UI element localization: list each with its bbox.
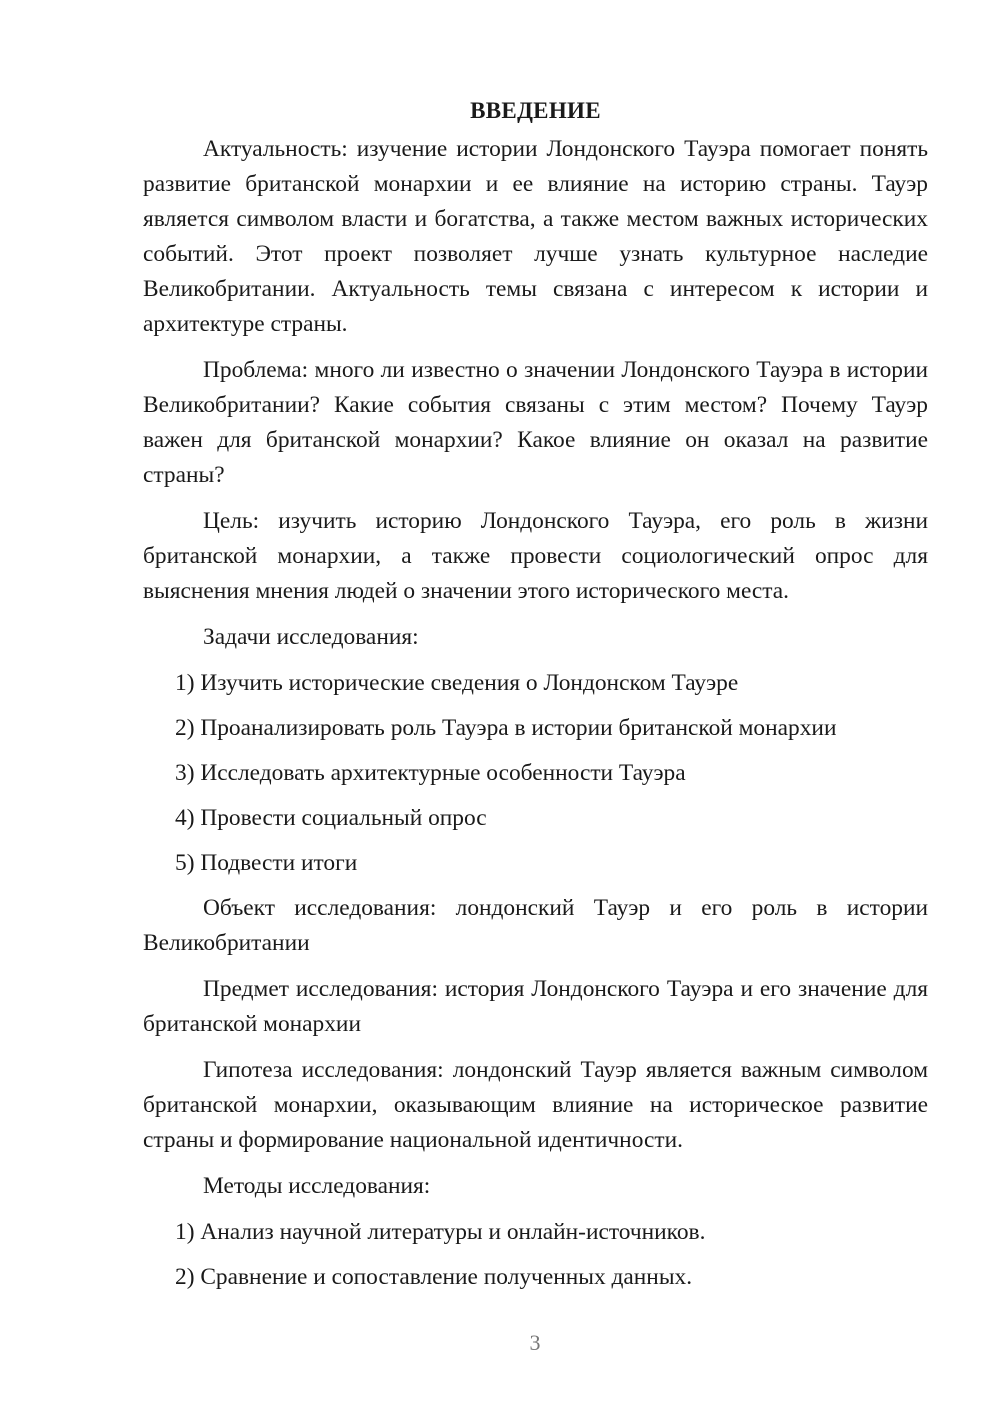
- tasks-label: Задачи исследования:: [203, 624, 419, 650]
- method-item: 2) Сравнение и сопоставление полученных данных.: [175, 1264, 693, 1290]
- method-item: 1) Анализ научной литературы и онлайн-источников.: [175, 1219, 706, 1245]
- task-item: 1) Изучить исторические сведения о Лондонском Тауэре: [175, 670, 739, 696]
- subject-paragraph: Предмет исследования: история Лондонского Тауэра и его значение для британской монархии: [143, 976, 928, 1037]
- task-item: 5) Подвести итоги: [175, 850, 358, 876]
- hypothesis-paragraph: Гипотеза исследования: лондонский Тауэр является важным символом британской монархии, оказывающим влияние на историческое развитие страны и формирование национальной идентичности.: [143, 1057, 928, 1153]
- page-content: [143, 93, 928, 1305]
- task-item: 2) Проанализировать роль Тауэра в истории британской монархии: [175, 715, 837, 741]
- methods-label: Методы исследования:: [203, 1173, 431, 1199]
- section-heading: ВВЕДЕНИЕ: [470, 98, 601, 123]
- task-item: 3) Исследовать архитектурные особенности Тауэра: [175, 760, 686, 786]
- relevance-paragraph: Актуальность: изучение истории Лондонского Тауэра помогает понять развитие британской монархии и ее влияние на историю страны. Тауэр является символом власти и богатства, а также местом важных исторических событий. Этот проект позволяет лучше узнать культурное наследие Великобритании. Актуальность темы связана с интересом к истории и архитектуре страны.: [143, 136, 928, 337]
- problem-paragraph: Проблема: много ли известно о значении Лондонского Тауэра в истории Великобритании? Какие события связаны с этим местом? Почему Тауэр важен для британской монархии? Какое влияние он оказал на развитие страны?: [143, 357, 928, 488]
- goal-paragraph: Цель: изучить историю Лондонского Тауэра, его роль в жизни британской монархии, а также провести социологический опрос для выяснения мнения людей о значении этого исторического места.: [143, 508, 928, 604]
- task-item: 4) Провести социальный опрос: [175, 805, 487, 831]
- page-number: 3: [529, 1330, 541, 1355]
- object-paragraph: Объект исследования: лондонский Тауэр и его роль в истории Великобритании: [143, 895, 928, 956]
